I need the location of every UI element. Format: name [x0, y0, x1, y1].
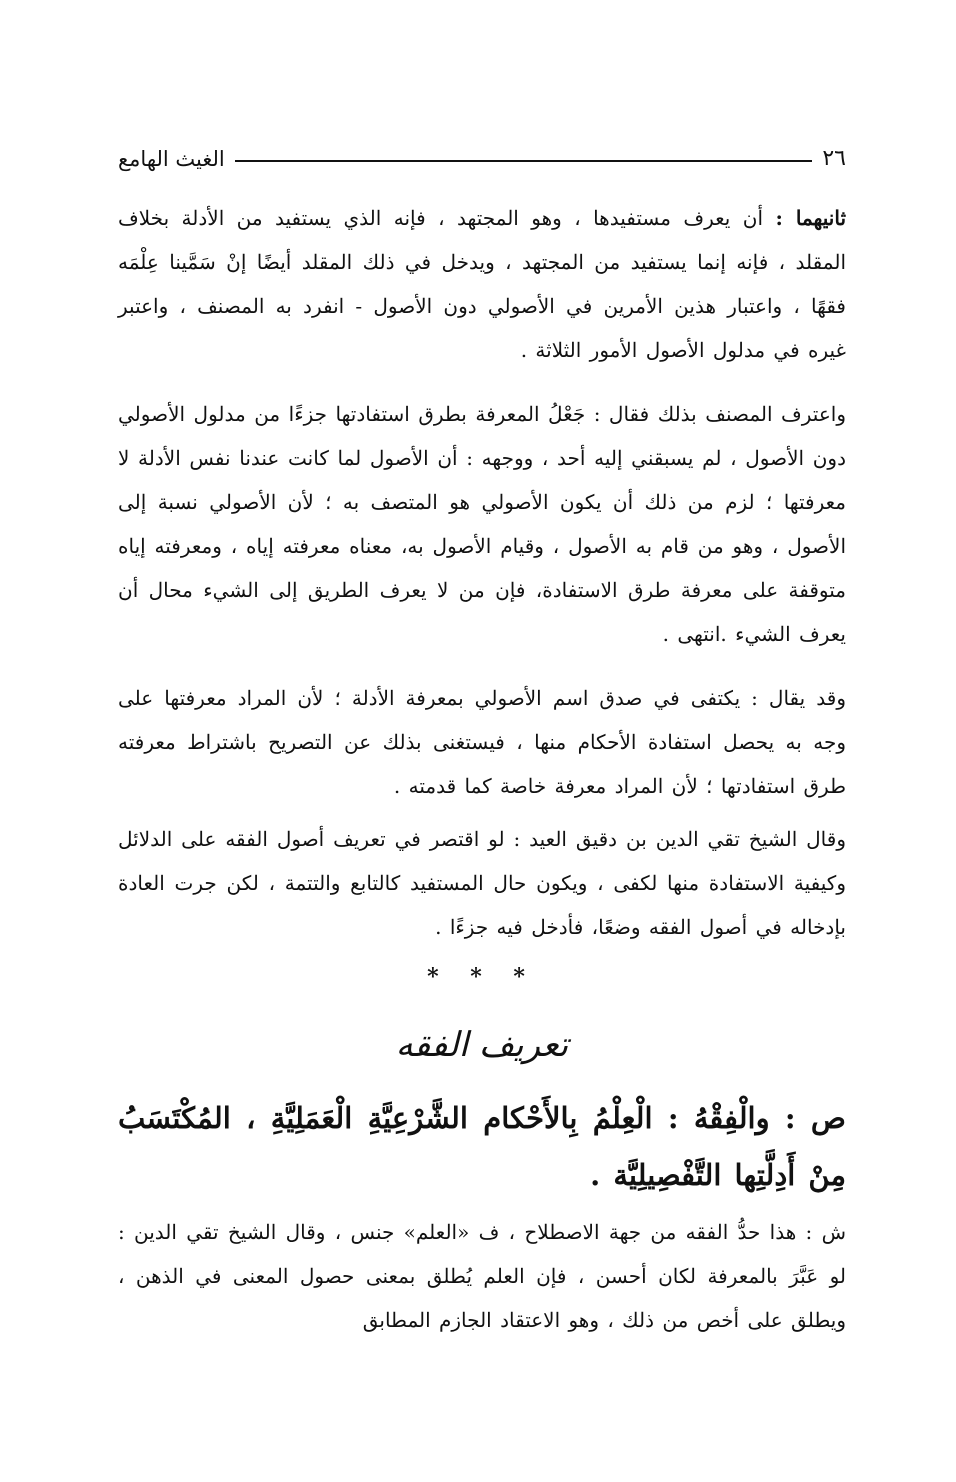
- section-separator: * * *: [427, 964, 537, 990]
- paragraph-author-acknowledgement: واعترف المصنف بذلك فقال : جَعْلُ المعرفة بطرق استفادتها جزءًا من مدلول الأصولي دون الأصول ، لم يسبقني إليه أحد ، ووجهه : أن الأصول لما كانت عندنا نفس الأدلة لا معرفتها ؛ لزم من ذلك أن يكون الأصولي هو المتصف به ؛ لأن الأصولي نسبة إلى الأصول ، وهو من قام به الأصول ، وقيام الأصول به، معناه معرفته إياه ، ومعرفته إياه متوقفة على معرفة طرق الاستفادة، فإن من لا يعرف الطريق إلى الشيء محال أن يعرف الشيء .انتهى .: [118, 402, 846, 646]
- paragraph-text: أن يعرف مستفيدها ، وهو المجتهد ، فإنه الذي يستفيد من الأدلة بخلاف المقلد ، فإنه إنما يستفيد من المجتهد ، ويدخل في ذلك المقلد أيضًا إنْ سَمَّينا عِلْمَه فقهًا ، واعتبار هذين الأمرين في الأصولي دون الأصول - انفرد به المصنف ، واعتبر غيره في مدلول الأصول الأمور الثلاثة .: [118, 206, 846, 362]
- running-header: [118, 142, 846, 176]
- header-rule: [235, 160, 813, 162]
- paragraph-commentary: ش : هذا حدُّ الفقه من جهة الاصطلاح ، ف «العلم» جنس ، وقال الشيخ تقي الدين : لو عَبَّرَ بالمعرفة لكان أحسن ، فإن العلم يُطلق بمعنى حصول المعنى في الذهن ، ويطلق على أخص من ذلك ، وهو الاعتقاد الجازم المطابق: [118, 1220, 846, 1332]
- book-title: الغيث الهامع: [118, 146, 225, 171]
- paragraph-lead: ثانيهما :: [775, 206, 847, 230]
- page-number: ٢٦: [822, 146, 846, 171]
- paragraph-ibn-daqiq-quote: وقال الشيخ تقي الدين بن دقيق العيد : لو اقتصر في تعريف أصول الفقه على الدلائل وكيفية الاستفادة منها لكفى ، ويكون حال المستفيد كالتابع والتتمة ، لكن جرت العادة بإدخاله في أصول الفقه وضعًا، فأدخل فيه جزءًا .: [118, 827, 846, 939]
- section-heading: تعريف الفقه: [395, 1025, 569, 1065]
- paragraph-second-condition: [118, 196, 846, 372]
- paragraph-objection: وقد يقال : يكتفى في صدق اسم الأصولي بمعرفة الأدلة ؛ لأن المراد معرفتها على وجه به يحصل استفادة الأحكام منها ، فيستغنى بذلك عن التصريح باشتراط معرفته طرق استفادتها ؛ لأن المراد معرفة خاصة كما قدمته .: [118, 686, 846, 798]
- matn-definition: ص : والْفِقْهُ : الْعِلْمُ بِالأَحْكام الشَّرْعِيَّةِ الْعَمَلِيَّةِ ، المُكْتَسَبُ مِنْ أَدِلَّتِها التَّفْصِيلِيَّة .: [118, 1101, 846, 1192]
